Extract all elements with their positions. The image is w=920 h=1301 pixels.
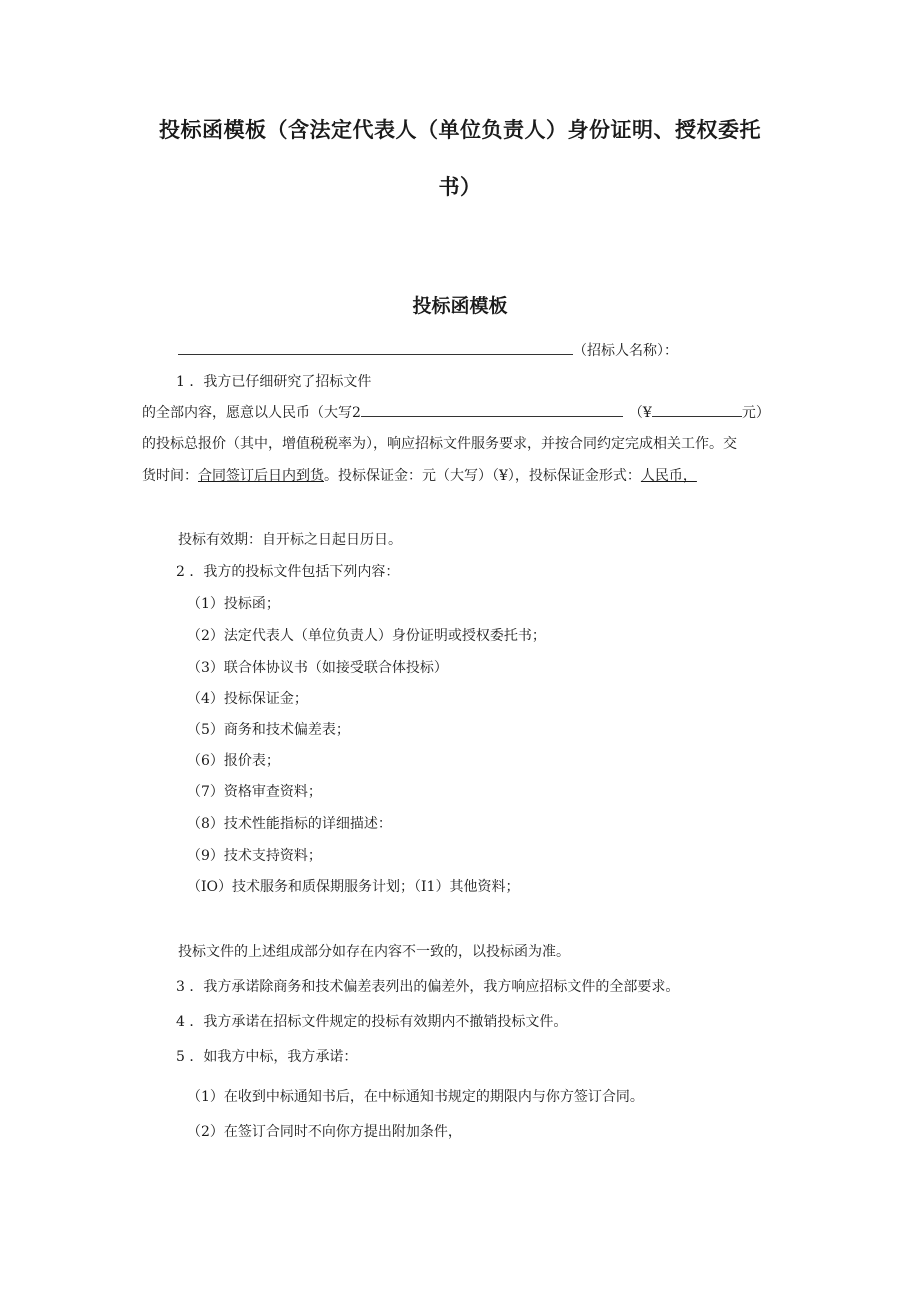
paragraph-4-text: ．我方承诺在招标文件规定的投标有效期内不撤销投标文件。 [189, 1014, 568, 1030]
paragraph-1-line2 [142, 402, 770, 423]
paragraph-5-text: ．如我方中标，我方承诺： [189, 1049, 358, 1065]
paragraph-5 [176, 1047, 357, 1067]
paragraph-1-line4 [142, 466, 697, 486]
paragraph-3-number: 3 [176, 979, 185, 995]
list-item: （7）资格审查资料； [187, 784, 322, 800]
price-uppercase-blank [361, 402, 623, 417]
paragraph-4 [176, 1012, 567, 1032]
paragraph-1-number: 1 [176, 374, 185, 390]
paragraph-3 [176, 977, 679, 997]
bid-bond-text: 。投标保证金：元（大写）（¥），投标保证金形式： [324, 468, 641, 484]
bid-bond-form-value: 人民币， [640, 468, 697, 484]
section-title: 投标函模板 [412, 295, 508, 317]
list-item: （4）投标保证金； [187, 691, 308, 707]
list-item: （3）联合体协议书（如接受联合体投标） [187, 660, 448, 676]
addressee-suffix: （招标人名称）： [573, 343, 678, 359]
price-uppercase-label: 的全部内容，愿意以人民币（大写2 [142, 405, 361, 421]
paragraph-5-number: 5 [176, 1049, 185, 1065]
validity-line: 投标有效期：自开标之日起日历日。 [178, 532, 402, 548]
paragraph-1-text: ．我方已仔细研究了招标文件 [189, 374, 372, 390]
inconsistency-clause: 投标文件的上述组成部分如存在内容不一致的，以投标函为准。 [178, 944, 570, 960]
delivery-time-label: 货时间： [142, 468, 198, 484]
price-yen-blank [652, 402, 742, 417]
document-title-line1: 投标函模板（含法定代表人（单位负责人）身份证明、授权委托 [159, 118, 761, 142]
list-item: （1）投标函； [187, 596, 280, 612]
list-item: （8）技术性能指标的详细描述： [187, 816, 392, 832]
list-item: （IO）技术服务和质保期服务计划；（I1）其他资料； [187, 879, 520, 895]
tenderer-name-blank [178, 340, 573, 355]
addressee-line [178, 340, 678, 361]
price-yuan-suffix: 元） [741, 405, 770, 421]
list-item: （9）技术支持资料； [187, 848, 322, 864]
sub-list-item: （1）在收到中标通知书后，在中标通知书规定的期限内与你方签订合同。 [187, 1089, 644, 1105]
paragraph-2-text: ．我方的投标文件包括下列内容： [189, 564, 400, 580]
list-item: （2）法定代表人（单位负责人）身份证明或授权委托书； [187, 628, 546, 644]
list-item: （5）商务和技术偏差表； [187, 722, 350, 738]
paragraph-3-text: ．我方承诺除商务和技术偏差表列出的偏差外，我方响应招标文件的全部要求。 [189, 979, 680, 995]
paragraph-2-number: 2 [176, 564, 185, 580]
delivery-time-value: 合同签订后日内到货 [198, 468, 324, 484]
paragraph-1-line1 [176, 372, 371, 392]
paragraph-4-number: 4 [176, 1014, 185, 1030]
paragraph-2 [176, 562, 399, 582]
list-item: （6）报价表； [187, 753, 280, 769]
paragraph-1-line3: 的投标总报价（其中，增值税税率为），响应招标文件服务要求，并按合同约定完成相关工作。交 [142, 436, 737, 452]
sub-list-item: （2）在签订合同时不向你方提出附加条件， [187, 1124, 462, 1140]
document-title-line2: 书） [438, 175, 482, 199]
price-yen-label: （¥ [628, 405, 652, 421]
